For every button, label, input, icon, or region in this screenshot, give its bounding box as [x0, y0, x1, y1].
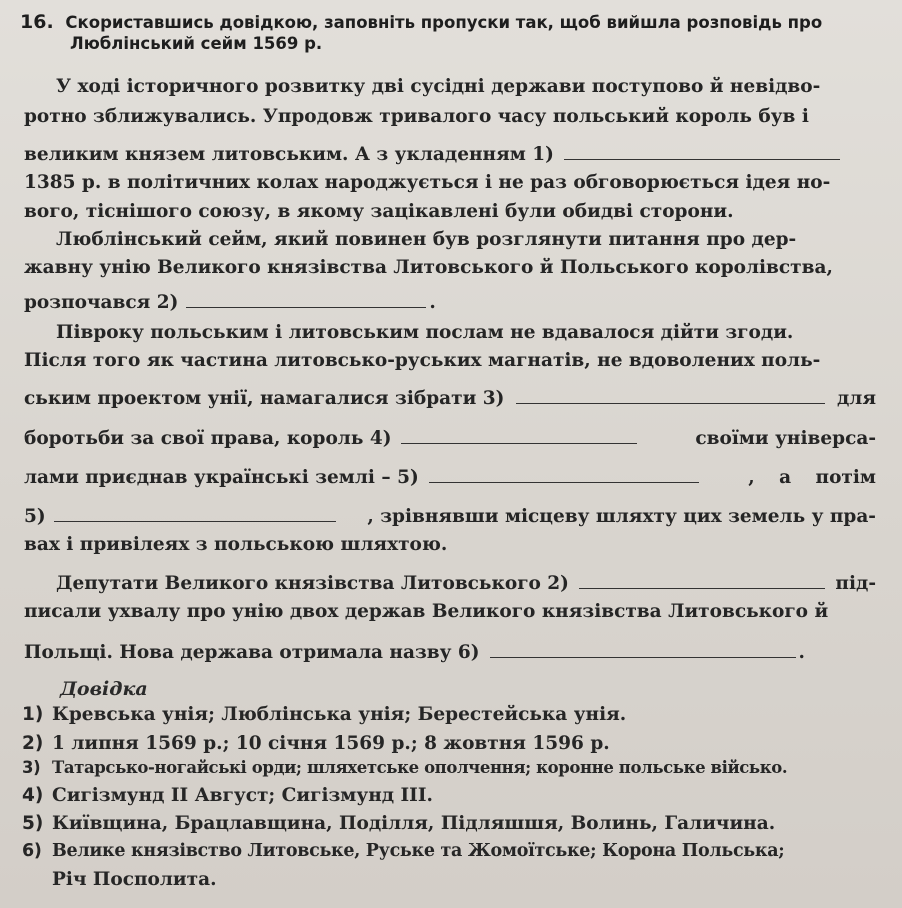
reference-item: Річ Посполита. [52, 869, 217, 890]
text-line: Депутати Великого князівства Литовського 2) під- [56, 573, 876, 594]
reference-item: 1) Кревська унія; Люблінська унія; Берестейська унія. [22, 704, 627, 725]
task-heading [20, 12, 880, 54]
answer-blank-2[interactable] [186, 293, 426, 308]
reference-item: 3) Татарсько-ногайські орди; шляхетське ополчення; коронне польське військо. [22, 758, 788, 777]
answer-blank-5b[interactable] [54, 507, 336, 522]
text-line: ротно зближувались. Упродовж тривалого часу польський король був і [24, 106, 809, 127]
task-title-line-1: Скориставшись довідкою, заповніть пропуски так, щоб вийшла розповідь про [65, 13, 823, 32]
reference-item: 4) Сигізмунд II Август; Сигізмунд III. [22, 785, 433, 806]
text-line: лами приєднав українські землі – 5) , а потім [24, 467, 876, 488]
answer-blank-3[interactable] [516, 389, 825, 404]
answer-blank-1[interactable] [564, 145, 840, 160]
text-line: ським проектом унії, намагалися зібрати 3) для [24, 388, 876, 409]
text-line: Польщі. Нова держава отримала назву 6) . [24, 642, 805, 663]
task-title-line-2: Люблінський сейм 1569 р. [70, 34, 323, 53]
answer-blank-6[interactable] [490, 643, 796, 658]
text-line: боротьби за свої права, король 4) своїми універса- [24, 428, 876, 449]
text-line: розпочався 2) . [24, 292, 436, 313]
text-line: 5) , зрівнявши місцеву шляхту цих земель у пра- [24, 506, 876, 527]
text-line: Після того як частина литовсько-руських магнатів, не вдоволених поль- [24, 350, 821, 371]
answer-blank-2b[interactable] [579, 574, 825, 589]
reference-item: 5) Київщина, Брацлавщина, Поділля, Підляшшя, Волинь, Галичина. [22, 813, 776, 834]
text-line: Люблінський сейм, який повинен був розглянути питання про дер- [56, 229, 797, 250]
text-line: 1385 р. в політичних колах народжується і не раз обговорюється ідея но- [24, 172, 831, 193]
task-number: 16. [20, 11, 54, 33]
reference-item: 2) 1 липня 1569 р.; 10 січня 1569 р.; 8 жовтня 1596 р. [22, 733, 610, 754]
text-line: вах і привілеях з польською шляхтою. [24, 534, 448, 555]
answer-blank-5a[interactable] [429, 468, 699, 483]
text-line: вого, тіснішого союзу, в якому зацікавлені були обидві сторони. [24, 201, 734, 222]
text-line: жавну унію Великого князівства Литовського й Польського королівства, [24, 257, 833, 278]
reference-title: Довідка [60, 678, 148, 700]
text-line: Півроку польським і литовським послам не вдавалося дійти згоди. [56, 322, 794, 343]
reference-item: 6) Велике князівство Литовське, Руське та Жомоїтське; Корона Польська; [22, 841, 785, 861]
text-line: У ході історичного розвитку дві сусідні держави поступово й невідво- [56, 76, 821, 97]
text-line: великим князем литовським. А з укладенням 1) [24, 144, 876, 165]
text-line: писали ухвалу про унію двох держав Великого князівства Литовського й [24, 601, 829, 622]
answer-blank-4[interactable] [401, 429, 637, 444]
